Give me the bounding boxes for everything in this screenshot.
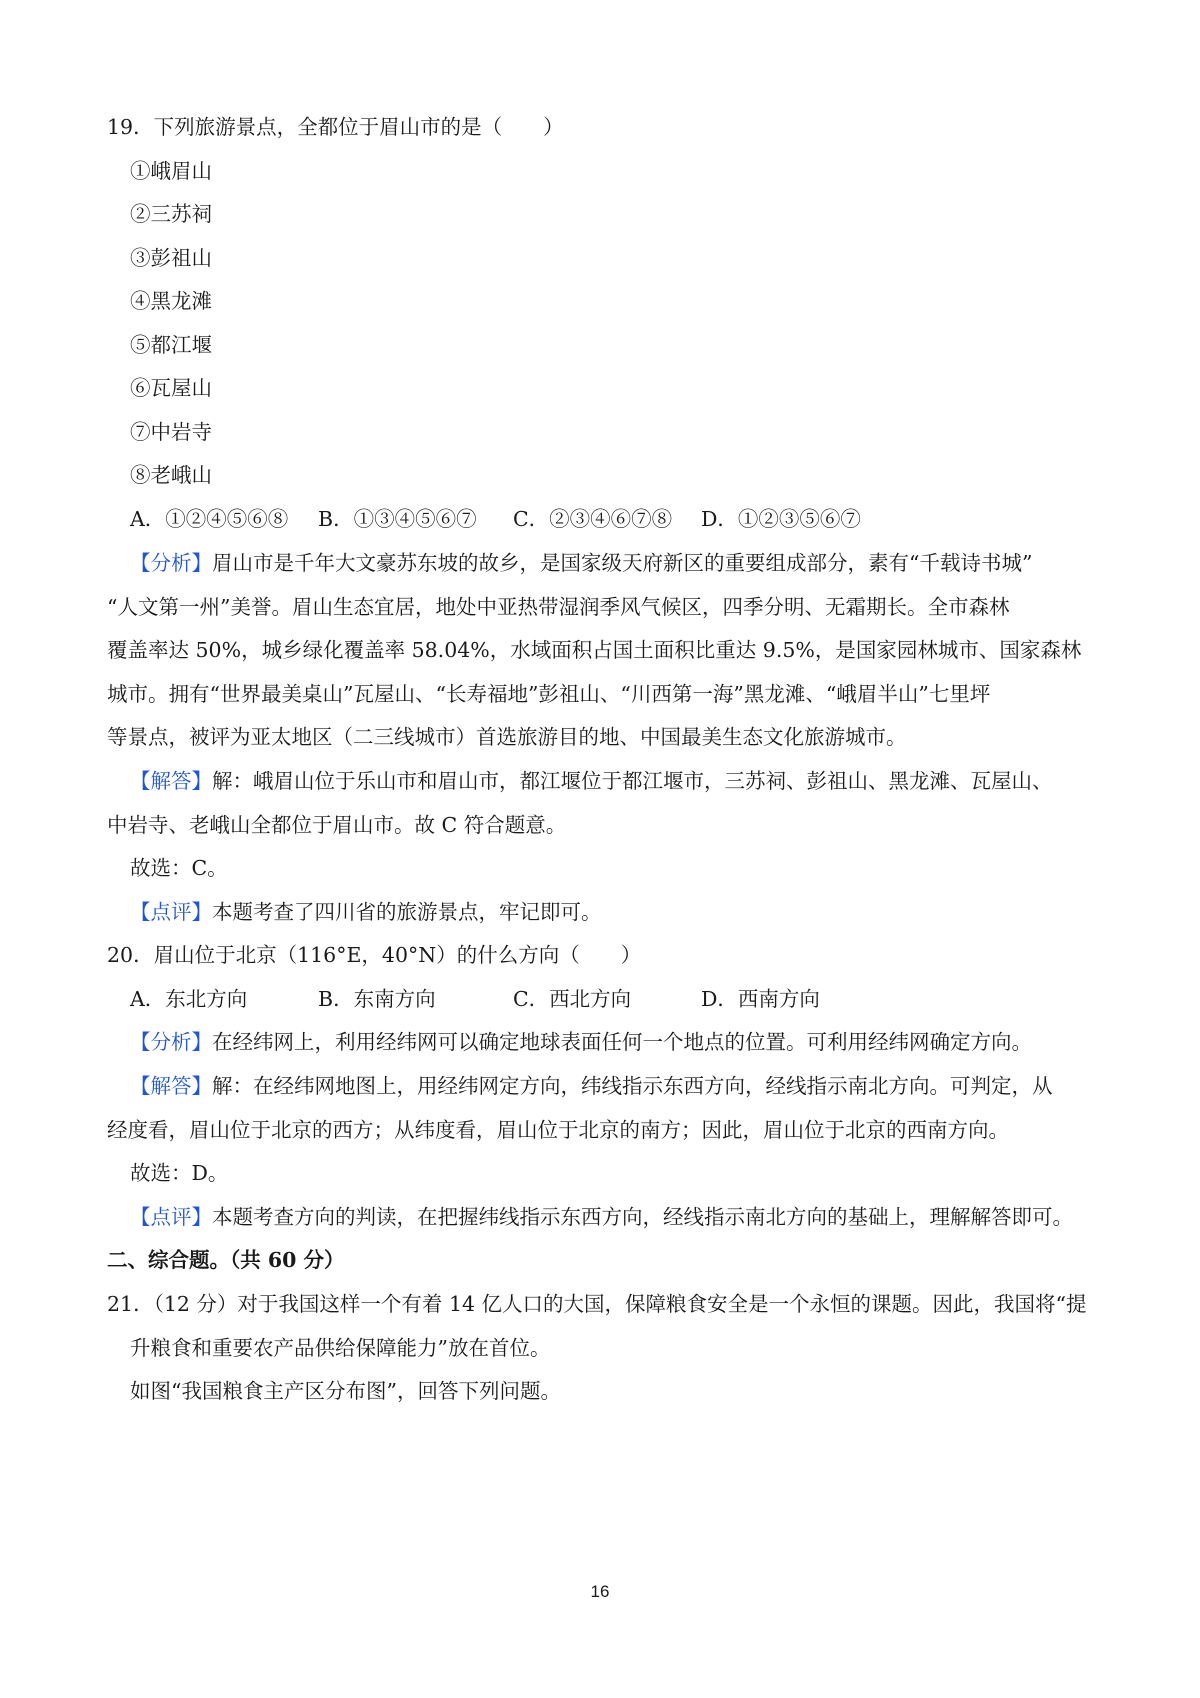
analysis-tag: 【分析】 xyxy=(130,551,212,575)
q21-prompt: 如图“我国粮食主产区分布图”，回答下列问题。 xyxy=(130,1379,561,1403)
q19-item: ②三苏祠 xyxy=(130,202,212,226)
q19-option-c: C．②③④⑥⑦⑧ xyxy=(513,507,673,531)
q20-answer-line xyxy=(130,1072,1053,1100)
q20-answer-line: 经度看，眉山位于北京的西方；从纬度看，眉山位于北京的南方；因此，眉山位于北京的西南方向。 xyxy=(107,1118,1009,1142)
answer-tag: 【解答】 xyxy=(130,769,212,793)
q19-choice: 故选：C。 xyxy=(130,856,228,880)
analysis-text: 眉山市是千年大文豪苏东坡的故乡，是国家级天府新区的重要组成部分，素有“千载诗书城” xyxy=(212,551,1033,575)
q19-answer-line xyxy=(130,767,1053,795)
q19-item: ⑦中岩寺 xyxy=(130,420,212,444)
comment-text: 本题考查了四川省的旅游景点，牢记即可。 xyxy=(212,900,602,924)
analysis-tag: 【分析】 xyxy=(130,1030,212,1054)
comment-tag: 【点评】 xyxy=(130,1205,212,1229)
q19-item: ⑤都江堰 xyxy=(130,333,212,357)
page-number: 16 xyxy=(590,1582,610,1601)
q20-stem: 20．眉山位于北京（116°E，40°N）的什么方向（ ） xyxy=(107,943,642,967)
q19-answer-line: 中岩寺、老峨山全都位于眉山市。故 C 符合题意。 xyxy=(107,813,567,837)
q20-option-b: B．东南方向 xyxy=(318,987,436,1011)
q20-option-d: D．西南方向 xyxy=(701,987,820,1011)
answer-text: 解：峨眉山位于乐山市和眉山市，都江堰位于都江堰市，三苏祠、彭祖山、黑龙滩、瓦屋山、 xyxy=(212,769,1053,793)
comment-text: 本题考查方向的判读，在把握纬线指示东西方向，经线指示南北方向的基础上，理解解答即可。 xyxy=(212,1205,1073,1229)
comment-tag: 【点评】 xyxy=(130,900,212,924)
q19-analysis-line: 覆盖率达 50%，城乡绿化覆盖率 58.04%，水域面积占国土面积比重达 9.5%，是国家园林城市、国家森林 xyxy=(107,638,1082,662)
q19-analysis-line: 城市。拥有“世界最美桌山”瓦屋山、“长寿福地”彭祖山、“川西第一海”黑龙滩、“峨眉半山”七里坪 xyxy=(107,682,991,706)
q19-item: ④黑龙滩 xyxy=(130,289,212,313)
q21-stem-line: 21．（12 分）对于我国这样一个有着 14 亿人口的大国，保障粮食安全是一个永恒的课题。因此，我国将“提 xyxy=(107,1292,1087,1316)
q20-option-a: A．东北方向 xyxy=(130,987,248,1011)
q20-choice: 故选：D。 xyxy=(130,1161,229,1185)
q19-option-b: B．①③④⑤⑥⑦ xyxy=(318,507,477,531)
q20-option-c: C．西北方向 xyxy=(513,987,632,1011)
q19-item: ③彭祖山 xyxy=(130,246,212,270)
answer-text: 解：在经纬网地图上，用经纬网定方向，纬线指示东西方向，经线指示南北方向。可判定，从 xyxy=(212,1074,1053,1098)
q19-analysis-line xyxy=(130,549,1032,577)
q19-stem: 19．下列旅游景点，全都位于眉山市的是（ ） xyxy=(107,115,564,139)
answer-tag: 【解答】 xyxy=(130,1074,212,1098)
q19-comment-line xyxy=(130,898,602,926)
q19-option-d: D．①②③⑤⑥⑦ xyxy=(701,507,861,531)
q21-stem-line: 升粮食和重要农产品供给保障能力”放在首位。 xyxy=(130,1336,551,1360)
q19-item: ①峨眉山 xyxy=(130,159,212,183)
q20-analysis-line xyxy=(130,1028,1032,1056)
q19-item: ⑧老峨山 xyxy=(130,463,212,487)
section-heading: 二、综合题。（共 60 分） xyxy=(107,1248,345,1272)
analysis-text: 在经纬网上，利用经纬网可以确定地球表面任何一个地点的位置。可利用经纬网确定方向。 xyxy=(212,1030,1032,1054)
q19-item: ⑥瓦屋山 xyxy=(130,376,212,400)
q19-option-a: A．①②④⑤⑥⑧ xyxy=(130,507,289,531)
q19-analysis-line: “人文第一州”美誉。眉山生态宜居，地处中亚热带湿润季风气候区，四季分明、无霜期长。全市森林 xyxy=(107,595,1010,619)
q20-comment-line xyxy=(130,1203,1073,1231)
q19-analysis-line: 等景点，被评为亚太地区（二三线城市）首选旅游目的地、中国最美生态文化旅游城市。 xyxy=(107,725,907,749)
